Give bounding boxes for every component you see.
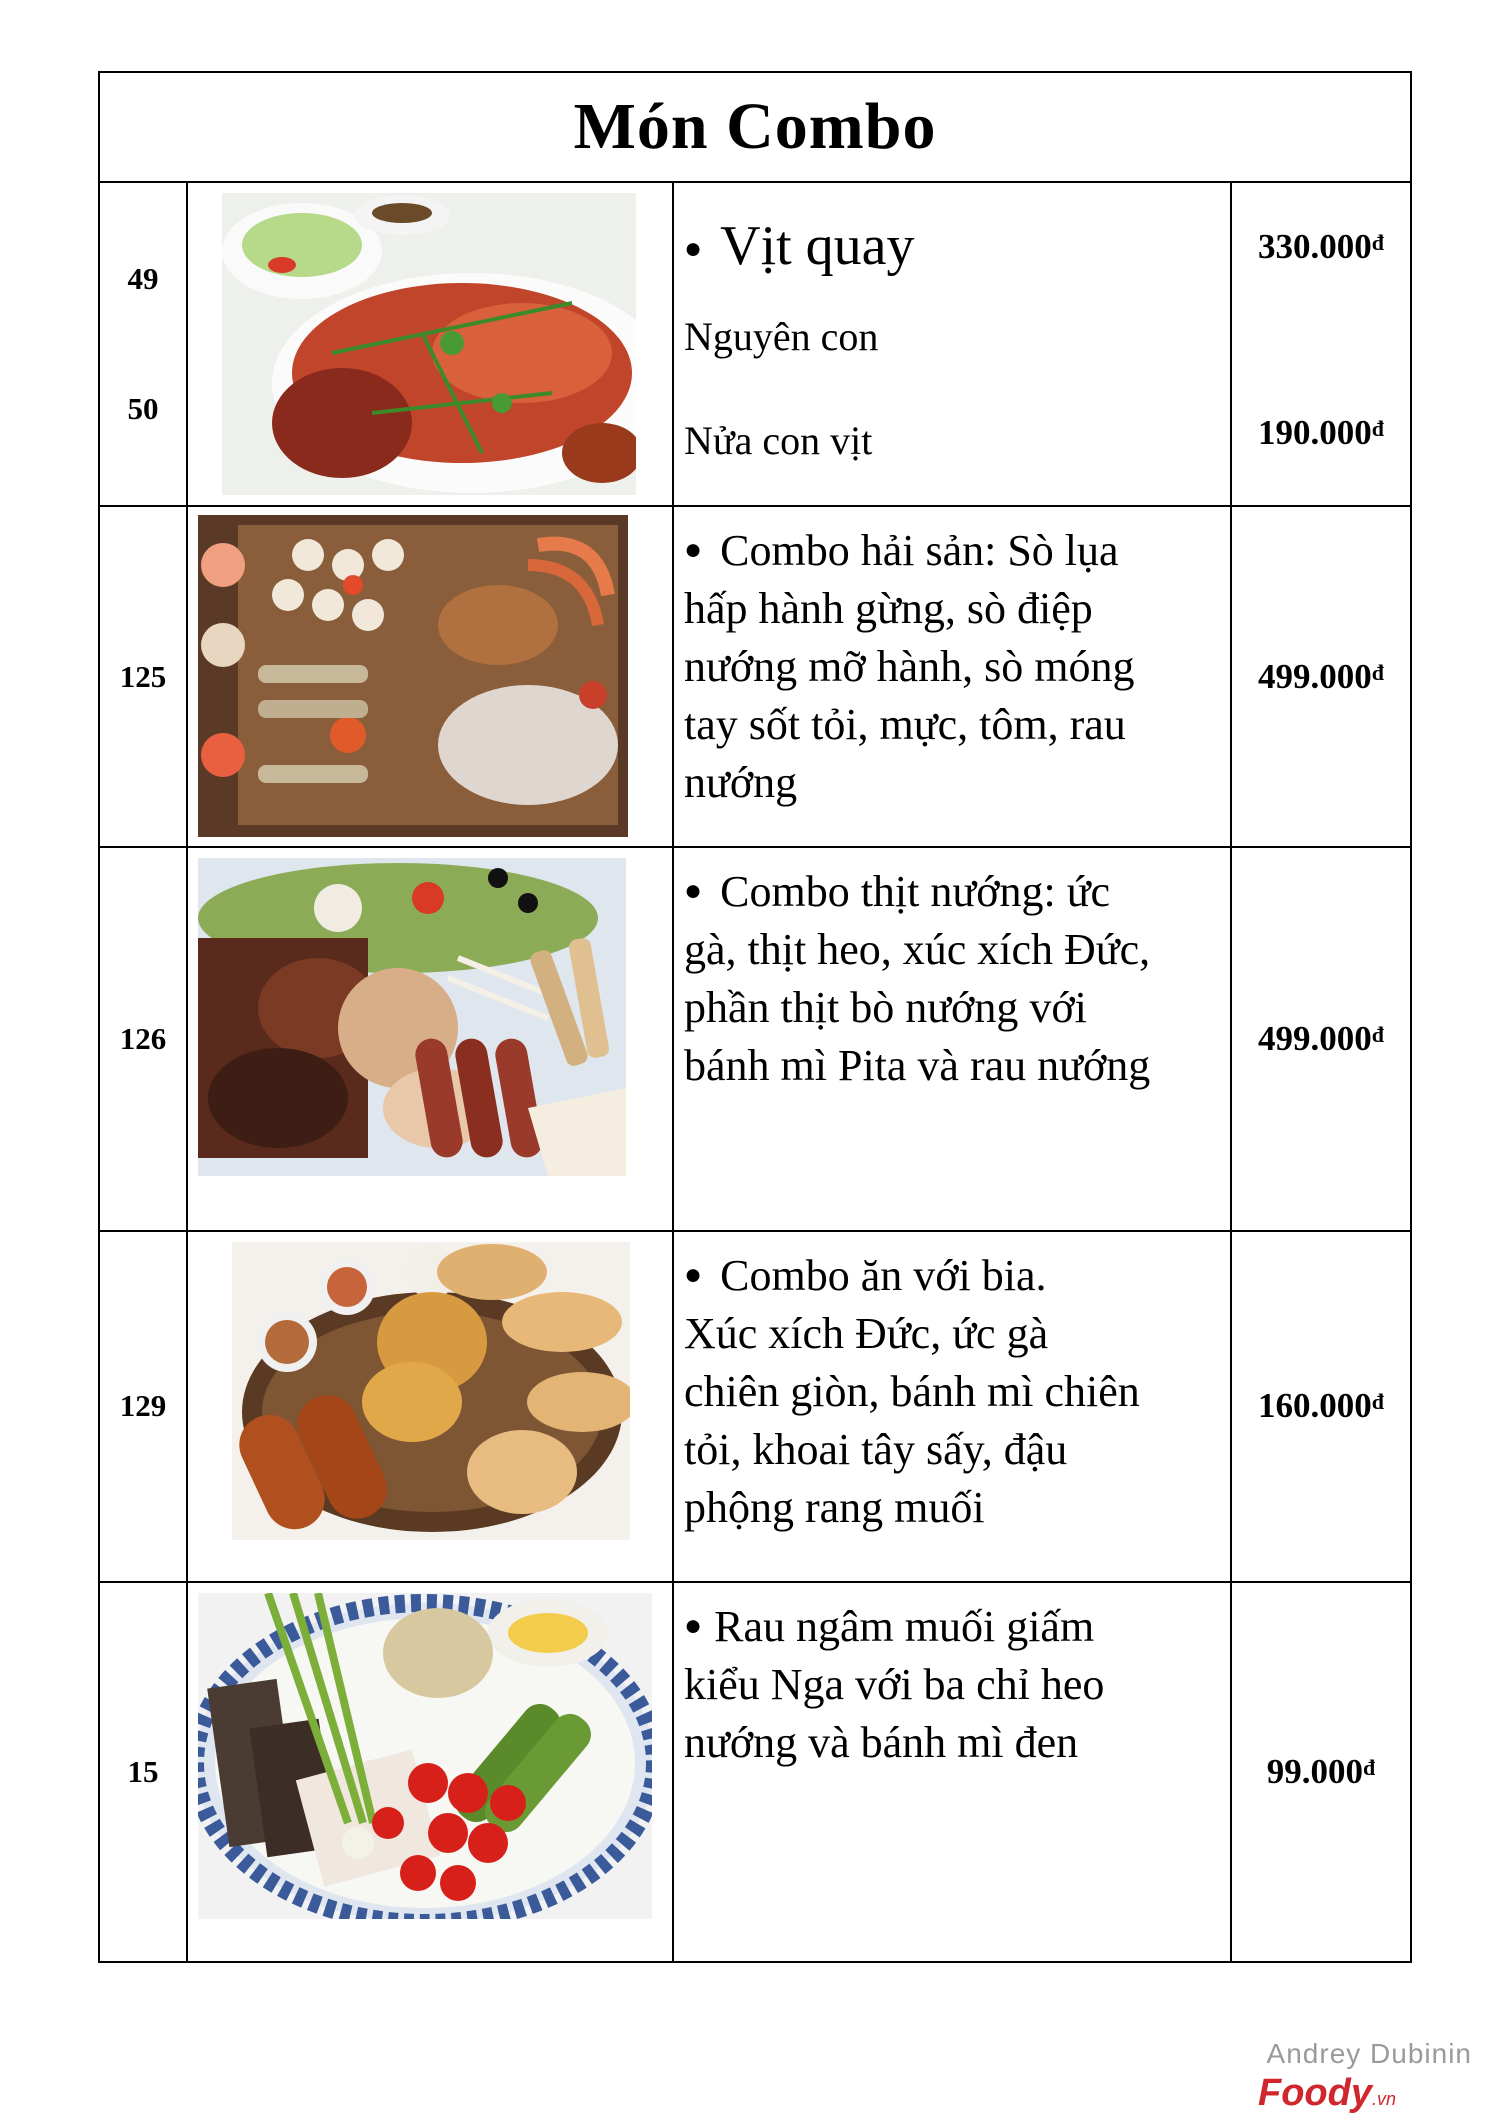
menu-row [99,182,1411,506]
item-description-line: kiểu Nga với ba chỉ heo [684,1659,1105,1709]
item-description-line: nướng và bánh mì đen [684,1717,1079,1767]
roast-duck-photo [222,193,636,495]
item-option: Nguyên con [684,314,879,360]
item-description-line: ● Combo thịt nướng: ức [684,866,1111,916]
item-photo-cell [187,506,673,846]
bullet-icon: ● [684,232,703,266]
item-price: $160.000^đ$ [1231,1231,1411,1581]
item-description-line: tay sốt tỏi, mực, tôm, rau [684,700,1126,750]
item-price: $99.000^đ$ [1231,1582,1411,1962]
item-photo-cell [187,847,673,1231]
item-name: ● Vịt quay [684,215,915,278]
item-price-cell [1231,182,1411,506]
item-description-line: gà, thịt heo, xúc xích Đức, [684,924,1151,974]
item-number: 15 [99,1582,187,1962]
photo-author-credit: Andrey Dubinin [1266,2038,1472,2069]
item-description-line: ● Combo hải sản: Sò lụa [684,526,1119,576]
item-price: $499.000^đ$ [1231,847,1411,1231]
item-description-cell [673,1582,1231,1962]
item-description-line: ● Combo ăn với bia. [684,1251,1047,1301]
pickled-vegetables-pork-photo [198,1593,652,1919]
item-number: 50 [127,391,159,427]
item-description-line: nướng [684,758,798,808]
item-price: $190.000^đ$ [1258,413,1385,453]
item-option: Nửa con vịt [684,418,873,464]
item-description-line: phần thịt bò nướng với [684,982,1087,1032]
item-description-line: phộng rang muối [684,1483,985,1533]
beer-snack-platter-photo [232,1242,630,1540]
item-number-cell [99,182,187,506]
item-description-line: Xúc xích Đức, ức gà [684,1309,1049,1359]
menu-row [99,1582,1411,1962]
item-number: 129 [99,1231,187,1581]
menu-row [99,847,1411,1231]
bullet-icon: ● [684,533,703,567]
page-title: Món Combo [99,72,1411,182]
item-description-line: hấp hành gừng, sò điệp [684,584,1093,634]
menu-row [99,1231,1411,1581]
item-photo-cell [187,182,673,506]
foody-logo[interactable]: Foody.vn [1258,2072,1396,2114]
item-description-line: chiên giòn, bánh mì chiên [684,1367,1140,1417]
menu-row [99,506,1411,846]
item-description-cell [673,1231,1231,1581]
item-description-line: ● Rau ngâm muối giấm [684,1601,1095,1651]
item-price: $499.000^đ$ [1231,506,1411,846]
item-description-cell [673,847,1231,1231]
grilled-meat-platter-photo [198,858,626,1176]
item-photo-cell [187,1231,673,1581]
item-description-line: nướng mỡ hành, sò móng [684,642,1135,692]
item-photo-cell [187,1582,673,1962]
bullet-icon: ● [684,1258,703,1292]
item-description-cell [673,182,1231,506]
item-price: $330.000^đ$ [1258,227,1385,267]
menu-table [98,71,1412,1963]
item-number: 49 [127,261,159,297]
bullet-icon: ● [684,873,703,907]
bullet-icon: ● [684,1608,703,1642]
seafood-platter-photo [198,515,628,837]
item-number: 126 [99,847,187,1231]
item-number: 125 [99,506,187,846]
item-description-line: bánh mì Pita và rau nướng [684,1040,1151,1090]
item-description-cell [673,506,1231,846]
item-description-line: tỏi, khoai tây sấy, đậu [684,1425,1068,1475]
